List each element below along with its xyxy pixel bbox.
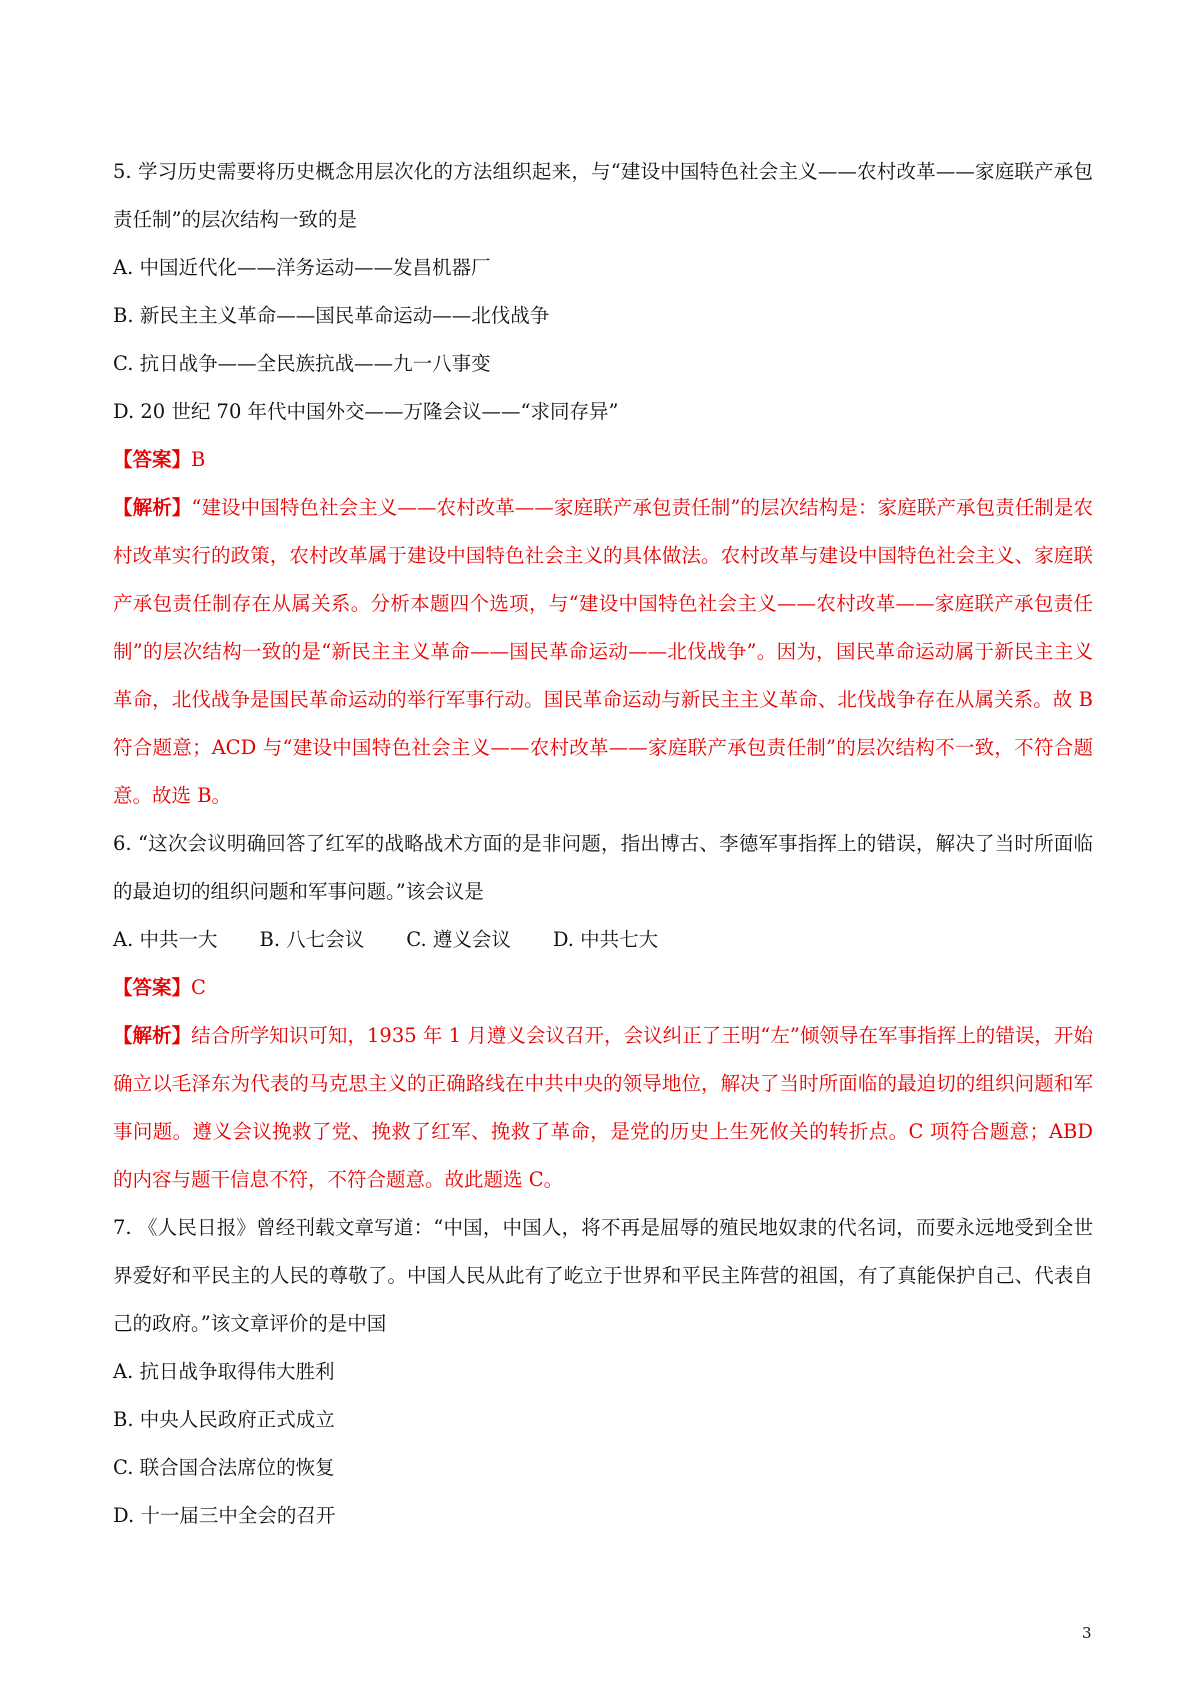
question-6-options bbox=[113, 916, 1093, 964]
question-6-answer bbox=[113, 964, 1093, 1012]
question-7-option-a: A. 抗日战争取得伟大胜利 bbox=[113, 1360, 335, 1383]
question-7-option-b: B. 中央人民政府正式成立 bbox=[113, 1408, 335, 1431]
analysis-text: 结合所学知识可知，1935 年 1 月遵义会议召开，会议纠正了王明“左”倾领导在军事指挥上的错误，开始确立以毛泽东为代表的马克思主义的正确路线在中共中央的领导地位，解决了当时所面临的最迫切的组织问题和军事问题。遵义会议挽救了党、挽救了红军、挽救了革命，是党的历史上生死攸关的转折点。C 项符合题意；ABD 的内容与题干信息不符，不符合题意。故此题选 C。 bbox=[113, 1024, 1093, 1191]
question-6-option-a: A. 中共一大 bbox=[113, 928, 218, 951]
answer-label: 【答案】 bbox=[113, 976, 192, 999]
question-6-option-d: D. 中共七大 bbox=[552, 928, 659, 951]
analysis-label: 【解析】 bbox=[113, 496, 192, 519]
question-6-stem: 6. “这次会议明确回答了红军的战略战术方面的是非问题，指出博古、李德军事指挥上的错误，解决了当时所面临的最迫切的组织问题和军事问题。”该会议是 bbox=[113, 832, 1093, 903]
analysis-text: “建设中国特色社会主义——农村改革——家庭联产承包责任制”的层次结构是：家庭联产承包责任制是农村改革实行的政策，农村改革属于建设中国特色社会主义的具体做法。农村改革与建设中国特色社会主义、家庭联产承包责任制存在从属关系。分析本题四个选项，与“建设中国特色社会主义——农村改革——家庭联产承包责任制”的层次结构一致的是“新民主主义革命——国民革命运动——北伐战争”。因为，国民革命运动属于新民主主义革命，北伐战争是国民革命运动的举行军事行动。国民革命运动与新民主主义革命、北伐战争存在从属关系。故 B 符合题意；ACD 与“建设中国特色社会主义——农村改革——家庭联产承包责任制”的层次结构不一致，不符合题意。故选 B。 bbox=[113, 496, 1093, 807]
question-5-answer bbox=[113, 436, 1093, 484]
answer-value: C bbox=[191, 976, 206, 999]
question-5-option-a: A. 中国近代化——洋务运动——发昌机器厂 bbox=[113, 256, 491, 279]
answer-label: 【答案】 bbox=[113, 448, 192, 471]
analysis-label: 【解析】 bbox=[113, 1024, 192, 1047]
question-5-stem: 5. 学习历史需要将历史概念用层次化的方法组织起来，与“建设中国特色社会主义——农村改革——家庭联产承包责任制”的层次结构一致的是 bbox=[113, 160, 1093, 231]
question-5-option-d: D. 20 世纪 70 年代中国外交——万隆会议——“求同存异” bbox=[113, 400, 619, 423]
question-5-analysis bbox=[113, 484, 1093, 820]
question-6-option-b: B. 八七会议 bbox=[259, 928, 365, 951]
question-5-option-c: C. 抗日战争——全民族抗战——九一八事变 bbox=[113, 352, 491, 375]
answer-value: B bbox=[191, 448, 206, 471]
question-6-analysis bbox=[113, 1012, 1093, 1204]
page-number: 3 bbox=[1082, 1624, 1092, 1642]
question-7-stem: 7. 《人民日报》曾经刊载文章写道：“中国，中国人，将不再是屈辱的殖民地奴隶的代名词，而要永远地受到全世界爱好和平民主的人民的尊敬了。中国人民从此有了屹立于世界和平民主阵营的祖国，有了真能保护自己、代表自己的政府。”该文章评价的是中国 bbox=[113, 1216, 1093, 1335]
question-6-option-c: C. 遵义会议 bbox=[406, 928, 511, 951]
question-7-option-d: D. 十一届三中全会的召开 bbox=[113, 1504, 336, 1527]
question-5-option-b: B. 新民主主义革命——国民革命运动——北伐战争 bbox=[113, 304, 550, 327]
page-content bbox=[113, 148, 1093, 1540]
question-7-option-c: C. 联合国合法席位的恢复 bbox=[113, 1456, 335, 1479]
